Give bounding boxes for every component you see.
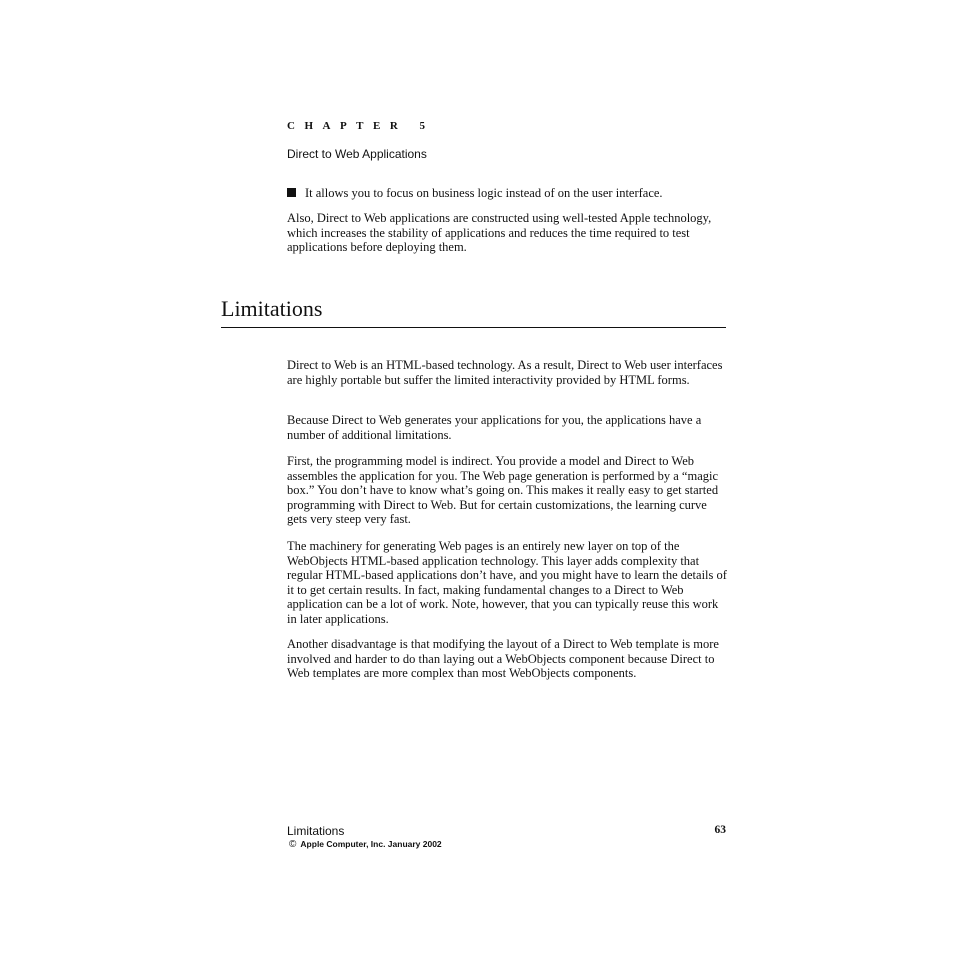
paragraph-html-based: Direct to Web is an HTML-based technology. As a result, Direct to Web user interfaces are highly portable but suffer the limited interactivity provided by HTML forms. — [287, 358, 723, 387]
chapter-title: Direct to Web Applications — [287, 147, 427, 161]
bullet-item — [287, 186, 727, 201]
section-divider — [221, 327, 726, 328]
footer-section-name: Limitations — [287, 824, 345, 838]
page-number: 63 — [714, 824, 726, 836]
copyright-text: Apple Computer, Inc. January 2002 — [300, 839, 442, 849]
intro-paragraph: Also, Direct to Web applications are constructed using well-tested Apple technology, which increases the stability of applications and reduces the time required to test applications before deploying them. — [287, 211, 712, 255]
paragraph-template-layout: Another disadvantage is that modifying the layout of a Direct to Web template is more involved and harder to do than laying out a WebObjects component because Direct to Web templates are more complex than most WebObjects components. — [287, 637, 719, 681]
bullet-text: It allows you to focus on business logic instead of on the user interface. — [305, 186, 663, 200]
copyright-icon: © — [289, 839, 297, 850]
bullet-square-icon — [287, 188, 296, 197]
chapter-label: CHAPTER 5 — [287, 120, 435, 132]
section-heading: Limitations — [221, 296, 323, 321]
paragraph-additional-limitations: Because Direct to Web generates your applications for you, the applications have a number of additional limitations. — [287, 413, 702, 442]
copyright-notice — [289, 839, 442, 850]
paragraph-programming-model: First, the programming model is indirect. You provide a model and Direct to Web assembles the application for you. The Web page generation is performed by a “magic box.” You don’t have to know what’s going on. This makes it really easy to get started programming with Direct to Web. But for certain customizations, the learning curve gets very steep very fast. — [287, 454, 719, 527]
paragraph-machinery: The machinery for generating Web pages is an entirely new layer on top of the WebObjects HTML-based application technology. This layer adds complexity that regular HTML-based applications don’t have, and you might have to learn the details of it to get certain results. In fact, making fundamental changes to a Direct to Web application can be a lot of work. Note, however, that you can typically reuse this work in later applications. — [287, 539, 727, 626]
